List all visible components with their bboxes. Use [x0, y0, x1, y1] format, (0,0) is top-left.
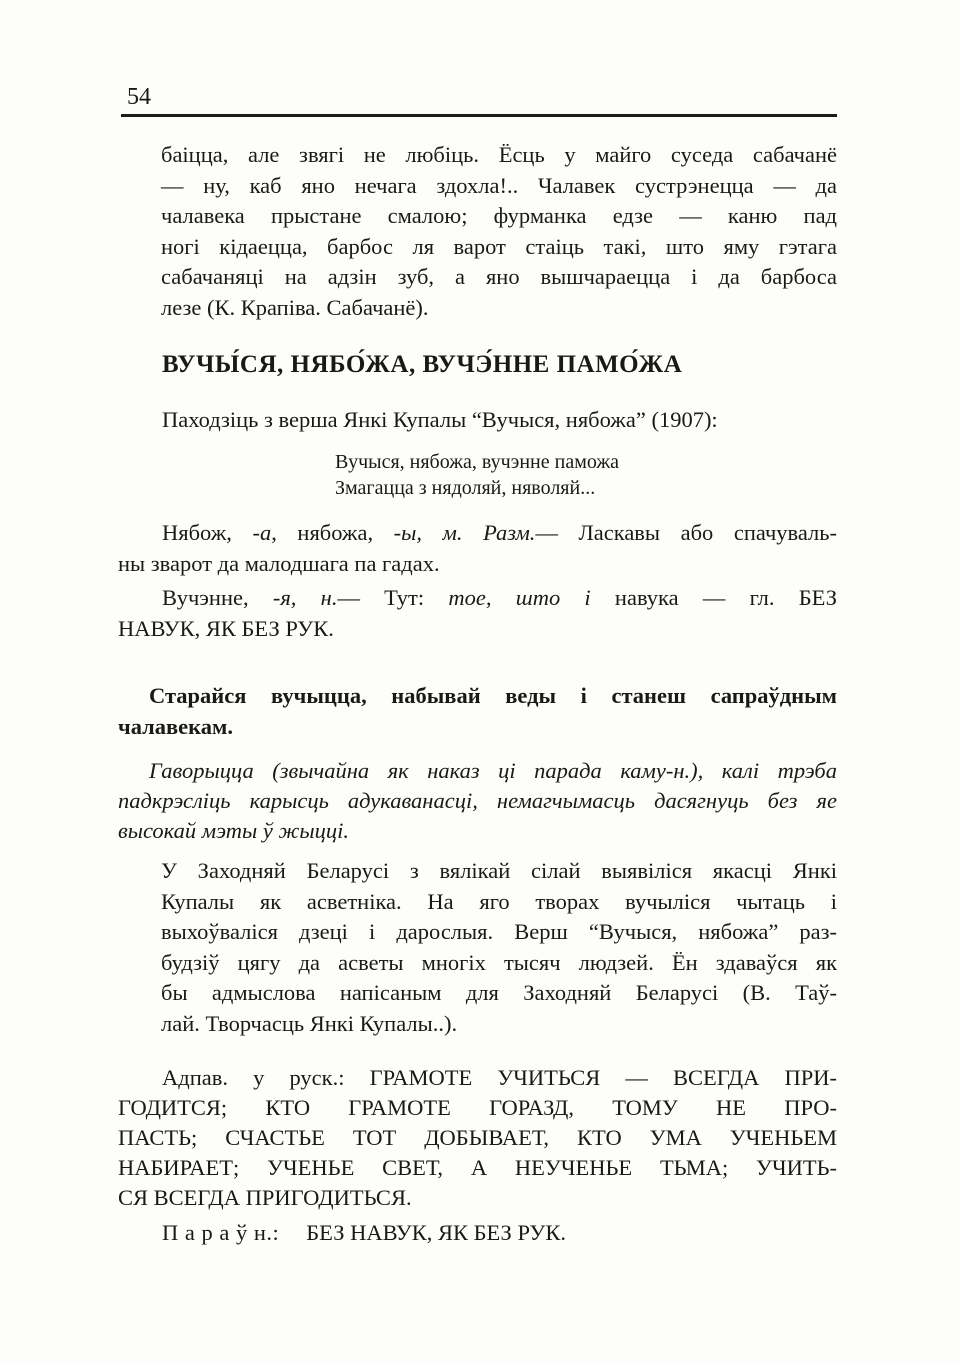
text-line: баіцца, але звягі не любіць. Ёсць у майго суседа сабачанё — [161, 142, 837, 167]
text-line: Вучэнне, -я, н.— Тут: тое, што і навука — гл. БЕЗ — [162, 585, 837, 610]
text-line: ны зварот да малодшага па гадах. — [118, 550, 440, 576]
text-line: ногі кідаецца, барбос ля варот стаіць такі, што яму гэтага — [161, 233, 837, 259]
verse-line: Вучыся, нябожа, вучэнне паможа — [335, 451, 620, 473]
italic-segment: -ы, м. Разм. — [393, 520, 536, 545]
entry-headword: ВУЧЫ́СЯ, НЯБО́ЖА, ВУЧЭ́ННЕ ПАМО́ЖА — [162, 351, 683, 378]
comparison-label: П а р а ў н.: — [162, 1220, 280, 1245]
text-line: Купалы як асветніка. На яго творах вучыліся чытаць і — [161, 888, 837, 914]
text-line: будзіў цягу да асветы многіх тысяч людзей. Ён здаваўся як — [161, 949, 837, 975]
text-line: Адпав. у руск.: ГРАМОТЕ УЧИТЬСЯ — ВСЕГДА ПРИ- — [162, 1065, 837, 1090]
quote-krapiva-paragraph — [161, 140, 837, 323]
verse-quote — [335, 449, 619, 501]
meaning-paragraph — [118, 681, 837, 742]
italic-segment: -а — [252, 520, 272, 545]
text-line: Гаворыцца (звычайна як наказ ці парада каму-н.), калі трэба — [149, 758, 837, 783]
text-line: лай. Творчасць Янкі Купалы..). — [161, 1010, 458, 1036]
text-line: чалавека прыстане смалою; фурманка едзе — каню пад — [161, 203, 837, 228]
origin-line: Паходзіць з верша Янкі Купалы “Вучыся, нябожа” (1907): — [162, 407, 718, 432]
text-line: Нябож, -а, нябожа, -ы, м. Разм.— Ласкавы або спачуваль- — [162, 520, 838, 545]
text-line: — ну, каб яно нечага здохла!.. Чалавек сустрэнецца — да — [161, 172, 837, 198]
definition-nyabozh-paragraph — [118, 518, 837, 579]
definition-vuchenne-paragraph — [118, 583, 837, 644]
quote-taulai-paragraph — [161, 856, 837, 1039]
page-number: 54 — [127, 84, 151, 110]
header-rule — [121, 114, 837, 117]
text-line: ГОДИТСЯ; КТО ГРАМОТЕ ГОРАЗД, ТОМУ НЕ ПРО- — [118, 1095, 837, 1120]
russian-equivalents-paragraph — [118, 1063, 837, 1213]
text-line: НАБИРАЕТ; УЧЕНЬЕ СВЕТ, А НЕУЧЕНЬЕ ТЬМА; УЧИТЬ- — [118, 1155, 837, 1180]
text-line: падкрэсліць карысць адукаванасці, немагчымасць дасягнуць без яе — [118, 788, 837, 813]
text-line: Старайся вучыцца, набывай веды і станеш сапраўдным — [149, 683, 837, 708]
text-line: НАВУК, ЯК БЕЗ РУК. — [118, 615, 334, 641]
text-line: лезе (К. Крапіва. Сабачанё). — [161, 294, 429, 320]
text-line: выхоўваліся дзеці і дарослыя. Верш “Вучыся, нябожа” раз- — [161, 919, 837, 944]
comparison-line — [162, 1220, 566, 1246]
verse-line: Змагацца з нядоляй, няволяй... — [335, 477, 596, 499]
italic-segment: тое, што і — [448, 585, 591, 610]
text-line: высокай мэты ў жыцці. — [118, 818, 350, 843]
comparison-text: БЕЗ НАВУК, ЯК БЕЗ РУК. — [306, 1220, 566, 1245]
text-line: ПАСТЬ; СЧАСТЬЕ ТОТ ДОБЫВАЕТ, КТО УМА УЧЕНЬЕМ — [118, 1125, 837, 1150]
text-line: У Заходняй Беларусі з вялікай сілай выявіліся якасці Янкі — [161, 858, 837, 883]
text-line: СЯ ВСЕГДА ПРИГОДИТЬСЯ. — [118, 1185, 412, 1210]
italic-segment: -я, н. — [272, 585, 338, 610]
text-line: бы адмыслова напісаным для Заходняй Беларусі (В. Таў- — [161, 980, 837, 1005]
usage-note-paragraph — [118, 756, 837, 846]
text-line: сабачаняці на адзін зуб, а яно вышчараецца і да барбоса — [161, 264, 837, 289]
text-line: чалавекам. — [118, 713, 233, 739]
